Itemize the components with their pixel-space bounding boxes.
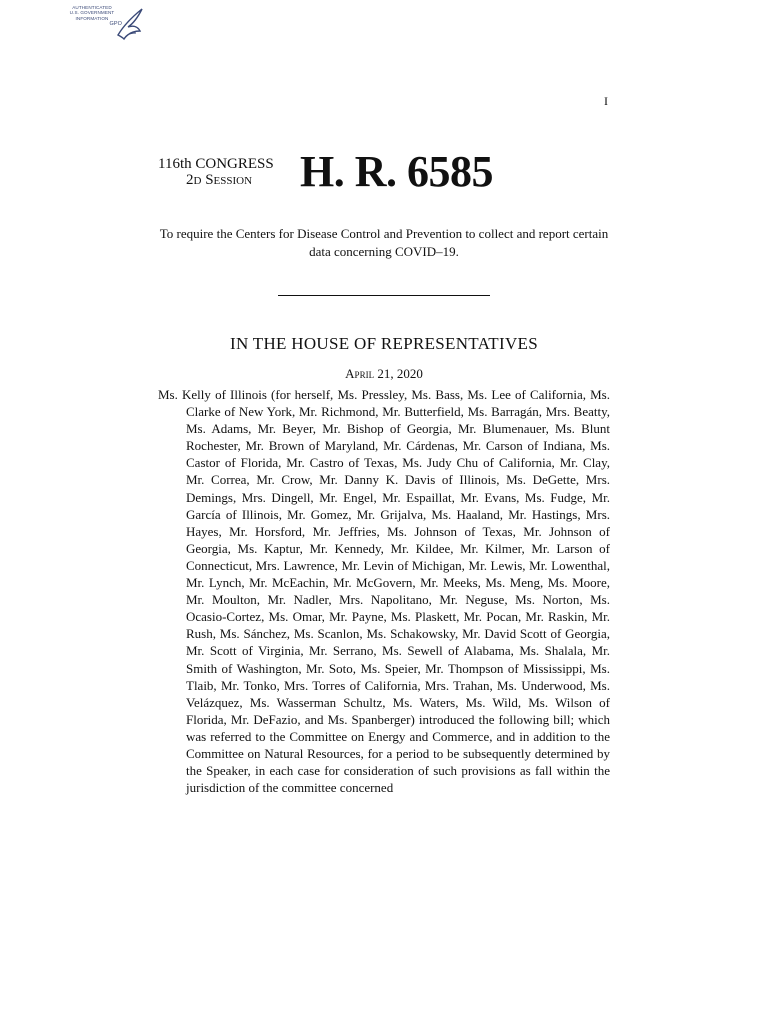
chamber-heading: IN THE HOUSE OF REPRESENTATIVES [230,334,538,353]
bill-purpose: To require the Centers for Disease Control and Prevention to collect and report certain data concerning COVID–19. [159,226,609,259]
divider-rule [278,295,490,296]
seal-text [62,5,122,28]
seal-gpo-mark: GPO [109,21,122,28]
congress-label: 116th CONGRESS [158,156,274,172]
introduction-date: April 21, 2020 [345,366,423,381]
seal-line-1: AUTHENTICATED [72,5,112,10]
sponsors-text: Ms. Kelly of Illinois (for herself, Ms. Pressley, Ms. Bass, Ms. Lee of California, Ms. Clarke of New York, Mr. Richmond, Mr. Butterfield, Ms. Barragán, Mrs. Beatty, Ms. Adams, Mr. Beyer, Mr. Bishop of Georgia, Mr. Blumenauer, Ms. Blunt Rochester, Mr. Brown of Maryland, Mr. Cárdenas, Mr. Carson of Indiana, Ms. Castor of Florida, Mr. Castro of Texas, Ms. Judy Chu of California, Mr. Clay, Mr. Correa, Mr. Crow, Mr. Danny K. Davis of Illinois, Ms. DeGette, Mrs. Demings, Mrs. Dingell, Mr. Engel, Mr. Espaillat, Mr. Evans, Ms. Fudge, Mr. García of Illinois, Mr. Gomez, Mr. Grijalva, Ms. Haaland, Mr. Hastings, Mrs. Hayes, Mr. Horsford, Mr. Jeffries, Ms. Johnson of Texas, Mr. Johnson of Georgia, Ms. Kaptur, Mr. Kennedy, Mr. Kildee, Mr. Kilmer, Mr. Larson of Connecticut, Mrs. Lawrence, Mr. Levin of Michigan, Mr. Lewis, Mr. Lowenthal, Mr. Lynch, Mr. McEachin, Mr. McGovern, Mr. Meeks, Ms. Meng, Ms. Moore, Mr. Moulton, Mr. Nadler, Mrs. Napolitano, Mr. Neguse, Ms. Norton, Ms. Ocasio-Cortez, Ms. Omar, Mr. Payne, Ms. Plaskett, Mr. Pocan, Mr. Raskin, Mr. Rush, Ms. Sánchez, Ms. Scanlon, Ms. Schakowsky, Mr. David Scott of Georgia, Mr. Scott of Virginia, Mr. Serrano, Ms. Sewell of Alabama, Ms. Shalala, Mr. Smith of Washington, Mr. Soto, Ms. Speier, Mr. Thompson of Mississippi, Ms. Tlaib, Mr. Tonko, Mrs. Torres of California, Mrs. Trahan, Ms. Underwood, Ms. Velázquez, Ms. Wasserman Schultz, Ms. Waters, Ms. Wild, Ms. Wilson of Florida, Mr. DeFazio, and Ms. Spanberger) introduced the following bill; which was referred to the Committee on Energy and Commerce, and in addition to the Committee on Natural Resources, for a period to be subsequently determined by the Speaker, in each case for consideration of such provisions as fall within the jurisdiction of the committee concerned [158,387,610,796]
congress-session [158,156,274,188]
sponsors-paragraph [158,386,610,796]
gpo-authentication-seal [62,5,148,47]
seal-line-3: INFORMATION [75,15,109,21]
page-mark: I [604,94,608,108]
bill-number: H. R. 6585 [300,147,493,196]
session-label: 2d Session [186,172,253,188]
seal-line-2: U.S. GOVERNMENT [69,10,115,16]
eagle-icon [114,5,146,45]
